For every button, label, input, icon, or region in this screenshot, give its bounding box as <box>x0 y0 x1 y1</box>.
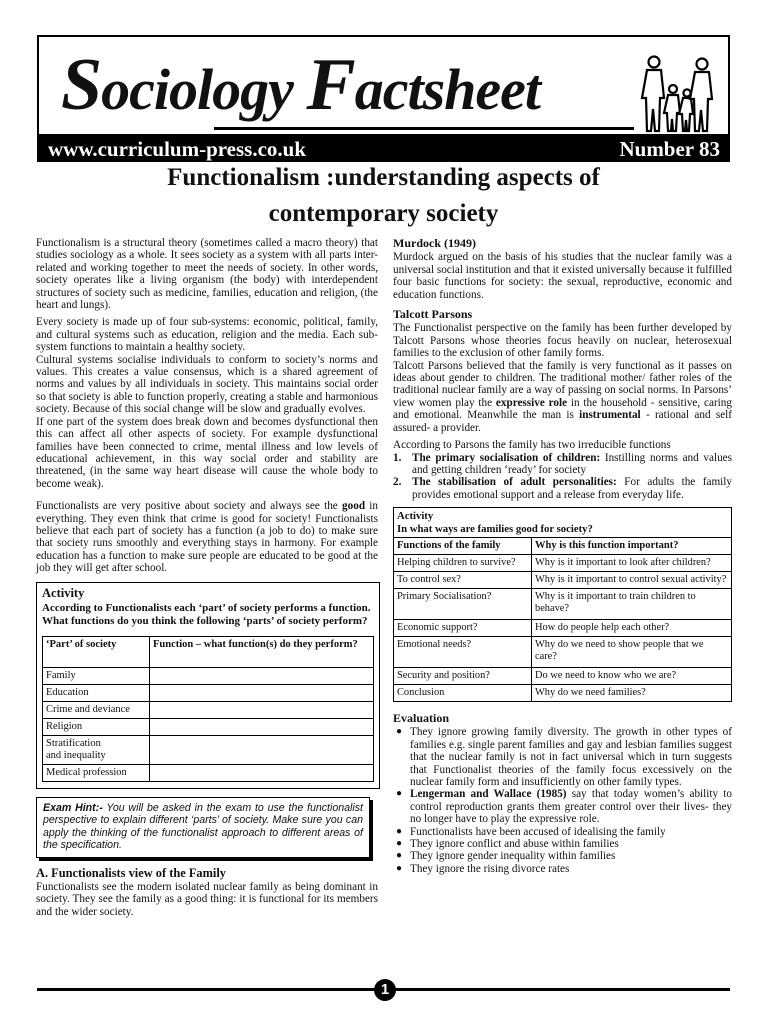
section-a-paragraph: Functionalists see the modern isolated nuclear family as being dominant in society. They see the family as a good thing: it is functional for its members and the wider society. <box>36 881 378 918</box>
parts-table <box>42 636 374 782</box>
list-item-text: For adults the family provides emotional support and a release from everyday life. <box>412 476 732 501</box>
list-item <box>393 826 732 838</box>
table-row <box>394 667 732 684</box>
answer-cell[interactable] <box>150 701 374 718</box>
bold-expressive-role: expressive role <box>495 396 568 409</box>
list-item <box>393 476 732 501</box>
list-item-bold: Lengerman and Wallace (1985) <box>410 788 567 801</box>
function-cell: Security and position? <box>394 667 532 684</box>
header-part: ‘Part’ of society <box>43 636 150 667</box>
masthead-box <box>37 35 730 136</box>
activity-box-parts <box>36 582 380 789</box>
bullet-icon: ● <box>396 862 403 874</box>
answer-cell[interactable] <box>150 718 374 735</box>
title-word-factsheet: actsheet <box>354 57 541 122</box>
masthead-bar <box>37 136 730 162</box>
murdock-paragraph: Murdock argued on the basis of his studies that the nuclear family was a universal social institution and that it existed universally because it fulfilled four basic functions for society: the sexual, reproductive, economic and education functions. <box>393 251 732 301</box>
families-table <box>393 507 732 702</box>
activity-title: Activity <box>397 510 434 523</box>
list-item <box>393 788 732 825</box>
why-cell: Why do we need families? <box>532 684 732 701</box>
functions-list <box>393 452 732 502</box>
table-row <box>43 718 374 735</box>
table-row <box>394 554 732 571</box>
table-header-row <box>43 636 374 667</box>
table-row <box>394 571 732 588</box>
exam-hint-text: You will be asked in the exam to use the functionalist perspective to explain different ‘parts’ of society. Make sure you can apply the thinking of the functionalist approach to different areas of the specification. <box>43 801 363 852</box>
list-number: 2. <box>393 476 402 489</box>
page-title-line-1: Functionalism :understanding aspects of <box>167 164 600 191</box>
table-row <box>43 684 374 701</box>
exam-hint-box <box>36 797 370 858</box>
table-caption-row <box>394 508 732 538</box>
title-cap-s: S <box>61 44 102 126</box>
list-item <box>393 850 732 862</box>
list-number: 1. <box>393 451 402 464</box>
header-why: Why is this function important? <box>532 537 732 554</box>
title-cap-f: F <box>306 44 355 126</box>
answer-cell[interactable] <box>150 735 374 764</box>
positive-paragraph <box>36 500 378 574</box>
table-row <box>43 735 374 764</box>
list-item-text: They ignore growing family diversity. The growth in other types of families e.g. single parent families and gay and lesbian families suggest that the nuclear family is not in fact universal which in turn suggests that Functionalist theories of the family focus excessively on the nuclear family form and insufficiently on other family types. <box>410 726 732 788</box>
part-cell: Family <box>43 667 150 684</box>
text-run: in the household - sensitive, caring and emotional. Meanwhile the man is <box>393 396 732 422</box>
function-cell: Primary Socialisation? <box>394 588 532 619</box>
title-word-sociology: ociology <box>101 57 307 122</box>
list-item <box>393 452 732 477</box>
title-underline <box>214 127 634 130</box>
part-cell: Medical profession <box>43 764 150 781</box>
part-label: Stratification <box>46 737 101 749</box>
list-item-text: They ignore conflict and abuse within families <box>410 838 619 850</box>
table-row <box>43 667 374 684</box>
text-run: in everything. They even think that crime is good for society! Functionalists believe that each part of society has a function (a job to do) to make sure that society runs smoothly and everything stays in harmony. For example education has a function to make sure people are educated to be good at the job they will get after school. <box>36 500 379 575</box>
why-cell: Why is it important to look after children? <box>532 554 732 571</box>
parsons-paragraph: According to Parsons the family has two irreducible functions <box>393 439 671 452</box>
evaluation-heading: Evaluation <box>393 710 450 725</box>
answer-cell[interactable] <box>150 667 374 684</box>
why-cell: Why is it important to train children to behave? <box>532 588 732 619</box>
function-cell: Emotional needs? <box>394 636 532 667</box>
list-item-bold: The primary socialisation of children: <box>412 451 601 464</box>
parsons-heading: Talcott Parsons <box>393 307 473 322</box>
list-item <box>393 863 732 875</box>
parsons-paragraph: The Functionalist perspective on the family has been further developed by Talcott Parsons whose theories focus heavily on nuclear, heterosexual families to the exclusion of other family forms. <box>393 322 732 360</box>
intro-paragraph: Every society is made up of four sub-systems: economic, political, family, and cultural systems such as education, religion and the media. Each sub-system functions to maintain a healthy society. <box>36 316 378 354</box>
activity-title: Activity <box>42 585 85 600</box>
table-row <box>43 764 374 781</box>
masthead-title <box>61 44 541 128</box>
intro-paragraph: Cultural systems socialise individuals to conform to society’s norms and values. This creates a value consensus, which is a shared agreement of norms and values by all individuals in society. This maintains social order so that society is able to function properly, creating a stable and harmonious society. Because of this social change will be slow and gradually evolves. <box>36 353 378 416</box>
bullet-icon: ● <box>396 726 403 738</box>
part-cell <box>43 735 150 764</box>
answer-cell[interactable] <box>150 764 374 781</box>
right-column <box>393 237 732 875</box>
header-functions: Functions of the family <box>394 537 532 554</box>
activity-question: In what ways are families good for society? <box>397 522 593 535</box>
website-link[interactable]: www.curriculum-press.co.uk <box>48 137 307 161</box>
part-cell: Religion <box>43 718 150 735</box>
part-cell: Crime and deviance <box>43 701 150 718</box>
table-row <box>394 588 732 619</box>
list-item-text: They ignore the rising divorce rates <box>410 862 570 875</box>
text-run: Talcott Parsons believed that the family is very functional as it passes on ideas about gender to children. The traditional mother/ father roles of the traditional nuclear family are a way of passing on social norms. In Parsons’ view women play the <box>393 359 732 409</box>
evaluation-list <box>393 726 732 875</box>
function-cell: Economic support? <box>394 619 532 636</box>
page-title <box>37 160 730 232</box>
why-cell: Do we need to know who we are? <box>532 667 732 684</box>
bold-instrumental: instrumental <box>579 409 641 422</box>
why-cell: Why do we need to show people that we care? <box>532 636 732 667</box>
bullet-icon: ● <box>396 850 403 862</box>
table-row <box>394 619 732 636</box>
why-cell: How do people help each other? <box>532 619 732 636</box>
issue-number: Number 83 <box>619 137 720 161</box>
answer-cell[interactable] <box>150 684 374 701</box>
page-title-line-2: contemporary society <box>268 200 499 227</box>
list-item-text: Instilling norms and values and getting children ‘ready’ for society <box>412 451 733 476</box>
murdock-heading: Murdock (1949) <box>393 236 476 250</box>
intro-paragraph: If one part of the system does break down and becomes dysfunctional then this can affect all other aspects of society. For example dysfunctional families have been connected to crime, mental illness and low levels of educational achievement, in this way social order and stability are threatened, (in the same way heart disease will cause the whole body to become weak). <box>36 415 378 490</box>
left-column <box>36 237 378 923</box>
list-item <box>393 838 732 850</box>
intro-paragraph: Functionalism is a structural theory (sometimes called a macro theory) that studies sociology as a whole. It sees society as a system with all parts inter-related and working together to meet the needs of society. In other words, society operates like a living organism (the body) with interdependent structures of society such as medicine, families, education and religion, (the heart and lungs). <box>36 237 378 312</box>
exam-hint-label: Exam Hint:- <box>43 801 103 814</box>
activity-caption <box>394 508 732 538</box>
header-function: Function – what function(s) do they perform? <box>150 636 374 667</box>
text-run: - rational and self assured- a provider. <box>393 409 732 434</box>
parsons-paragraph <box>393 360 732 434</box>
why-cell: Why is it important to control sexual activity? <box>532 571 732 588</box>
activity-question: According to Functionalists each ‘part’ of society performs a function. What functions do you think the following ‘parts’ of society perform? <box>42 601 371 627</box>
table-row <box>43 701 374 718</box>
list-item-text: They ignore gender inequality within families <box>410 850 616 863</box>
list-item-text: say that today women’s ability to control reproduction grants them greater control over their lives- they no longer have to play the expressive role. <box>410 788 732 826</box>
page-number: 1 <box>374 979 396 1001</box>
text-run: Functionalists are very positive about society and always see the <box>36 500 343 513</box>
bullet-icon: ● <box>396 788 403 800</box>
part-label: and inequality <box>46 749 106 761</box>
table-row <box>394 636 732 667</box>
family-silhouette-icon <box>640 53 716 135</box>
bullet-icon: ● <box>396 825 403 837</box>
function-cell: Helping children to survive? <box>394 554 532 571</box>
list-item-text: Functionalists have been accused of idealising the family <box>410 825 666 838</box>
masthead <box>37 35 730 163</box>
list-item <box>393 726 732 788</box>
activity-box-families <box>393 507 732 702</box>
bold-good: good <box>342 500 366 513</box>
function-cell: To control sex? <box>394 571 532 588</box>
section-a-heading: A. Functionalists view of the Family <box>36 865 226 880</box>
function-cell: Conclusion <box>394 684 532 701</box>
table-header-row <box>394 537 732 554</box>
table-row <box>394 684 732 701</box>
list-item-bold: The stabilisation of adult personalities: <box>412 476 617 489</box>
bullet-icon: ● <box>396 838 403 849</box>
part-cell: Education <box>43 684 150 701</box>
